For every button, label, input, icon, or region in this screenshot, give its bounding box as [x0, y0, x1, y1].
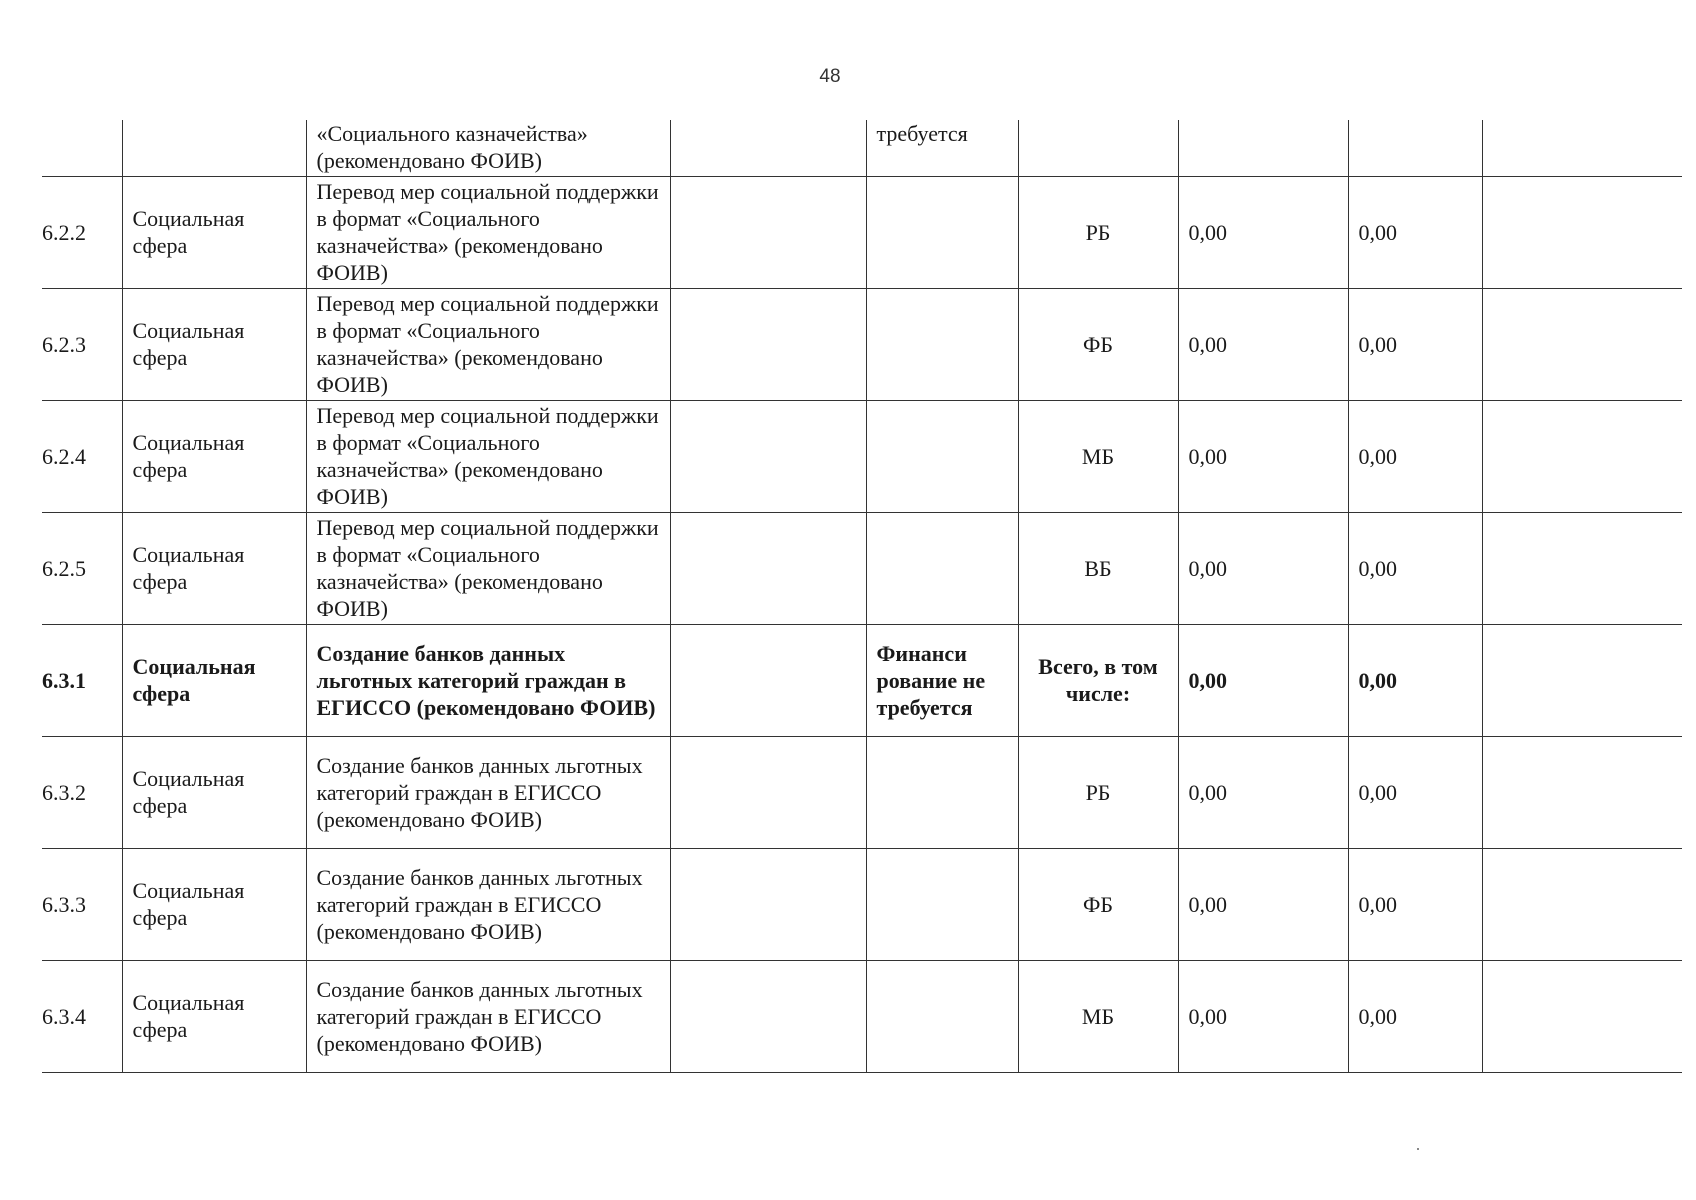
cell-funding-source — [1018, 120, 1178, 176]
cell-value-1: 0,00 — [1178, 624, 1348, 736]
table-body — [42, 120, 1682, 1072]
table-row — [42, 120, 1682, 176]
cell-value-1: 0,00 — [1178, 736, 1348, 848]
cell-value-2 — [1348, 120, 1482, 176]
cell-financing — [866, 848, 1018, 960]
table-row — [42, 288, 1682, 400]
cell-empty — [670, 736, 866, 848]
cell-financing — [866, 288, 1018, 400]
cell-empty — [1482, 960, 1682, 1072]
cell-value-1: 0,00 — [1178, 848, 1348, 960]
cell-funding-source: МБ — [1018, 400, 1178, 512]
cell-number: 6.3.1 — [42, 624, 122, 736]
cell-measure-name: Перевод мер социальной поддержки в формат «Социального казначейства» (рекомендовано ФОИВ) — [306, 176, 670, 288]
table-row — [42, 848, 1682, 960]
cell-empty — [1482, 176, 1682, 288]
cell-financing: требуется — [866, 120, 1018, 176]
cell-value-2: 0,00 — [1348, 512, 1482, 624]
cell-empty — [670, 288, 866, 400]
cell-financing — [866, 960, 1018, 1072]
cell-funding-source: РБ — [1018, 736, 1178, 848]
cell-financing — [866, 400, 1018, 512]
table-row — [42, 960, 1682, 1072]
cell-funding-source: Всего, в том числе: — [1018, 624, 1178, 736]
cell-number: 6.3.3 — [42, 848, 122, 960]
cell-sphere — [122, 120, 306, 176]
cell-value-2: 0,00 — [1348, 960, 1482, 1072]
cell-empty — [670, 960, 866, 1072]
cell-empty — [670, 624, 866, 736]
cell-value-1: 0,00 — [1178, 400, 1348, 512]
cell-empty — [1482, 120, 1682, 176]
cell-value-1: 0,00 — [1178, 512, 1348, 624]
cell-value-2: 0,00 — [1348, 848, 1482, 960]
cell-empty — [1482, 736, 1682, 848]
cell-measure-name: «Социального казначейства» (рекомендовано ФОИВ) — [306, 120, 670, 176]
cell-financing — [866, 512, 1018, 624]
cell-number: 6.3.4 — [42, 960, 122, 1072]
table-row — [42, 512, 1682, 624]
cell-sphere: Социальная сфера — [122, 960, 306, 1072]
table-row — [42, 736, 1682, 848]
cell-empty — [1482, 512, 1682, 624]
cell-value-2: 0,00 — [1348, 736, 1482, 848]
cell-number: 6.2.3 — [42, 288, 122, 400]
table-row — [42, 176, 1682, 288]
page-number: 48 — [819, 66, 841, 87]
cell-value-2: 0,00 — [1348, 288, 1482, 400]
cell-empty — [670, 512, 866, 624]
cell-sphere: Социальная сфера — [122, 400, 306, 512]
cell-value-1: 0,00 — [1178, 960, 1348, 1072]
cell-measure-name: Перевод мер социальной поддержки в формат «Социального казначейства» (рекомендовано ФОИВ) — [306, 288, 670, 400]
cell-funding-source: МБ — [1018, 960, 1178, 1072]
cell-financing: Финанси рование не требуется — [866, 624, 1018, 736]
cell-value-1: 0,00 — [1178, 176, 1348, 288]
cell-measure-name: Создание банков данных льготных категорий граждан в ЕГИССО (рекомендовано ФОИВ) — [306, 624, 670, 736]
cell-value-2: 0,00 — [1348, 400, 1482, 512]
cell-measure-name: Создание банков данных льготных категорий граждан в ЕГИССО (рекомендовано ФОИВ) — [306, 736, 670, 848]
cell-empty — [1482, 624, 1682, 736]
table-row — [42, 624, 1682, 736]
cell-empty — [670, 848, 866, 960]
cell-number: 6.3.2 — [42, 736, 122, 848]
cell-measure-name: Создание банков данных льготных категорий граждан в ЕГИССО (рекомендовано ФОИВ) — [306, 960, 670, 1072]
cell-sphere: Социальная сфера — [122, 624, 306, 736]
cell-value-1 — [1178, 120, 1348, 176]
cell-funding-source: РБ — [1018, 176, 1178, 288]
cell-value-2: 0,00 — [1348, 624, 1482, 736]
cell-financing — [866, 176, 1018, 288]
cell-sphere: Социальная сфера — [122, 176, 306, 288]
cell-empty — [1482, 848, 1682, 960]
cell-value-2: 0,00 — [1348, 176, 1482, 288]
cell-empty — [1482, 400, 1682, 512]
cell-number: 6.2.4 — [42, 400, 122, 512]
cell-sphere: Социальная сфера — [122, 848, 306, 960]
cell-funding-source: ФБ — [1018, 848, 1178, 960]
measures-table — [42, 120, 1682, 1073]
cell-sphere: Социальная сфера — [122, 288, 306, 400]
scan-speck — [1417, 1148, 1419, 1150]
cell-funding-source: ВБ — [1018, 512, 1178, 624]
table-row — [42, 400, 1682, 512]
cell-financing — [866, 736, 1018, 848]
cell-number: 6.2.5 — [42, 512, 122, 624]
cell-number: 6.2.2 — [42, 176, 122, 288]
cell-sphere: Социальная сфера — [122, 736, 306, 848]
cell-funding-source: ФБ — [1018, 288, 1178, 400]
cell-sphere: Социальная сфера — [122, 512, 306, 624]
cell-measure-name: Перевод мер социальной поддержки в формат «Социального казначейства» (рекомендовано ФОИВ) — [306, 400, 670, 512]
cell-empty — [1482, 288, 1682, 400]
cell-empty — [670, 120, 866, 176]
cell-empty — [670, 176, 866, 288]
cell-empty — [670, 400, 866, 512]
cell-measure-name: Перевод мер социальной поддержки в формат «Социального казначейства» (рекомендовано ФОИВ) — [306, 512, 670, 624]
cell-value-1: 0,00 — [1178, 288, 1348, 400]
cell-measure-name: Создание банков данных льготных категорий граждан в ЕГИССО (рекомендовано ФОИВ) — [306, 848, 670, 960]
cell-number — [42, 120, 122, 176]
